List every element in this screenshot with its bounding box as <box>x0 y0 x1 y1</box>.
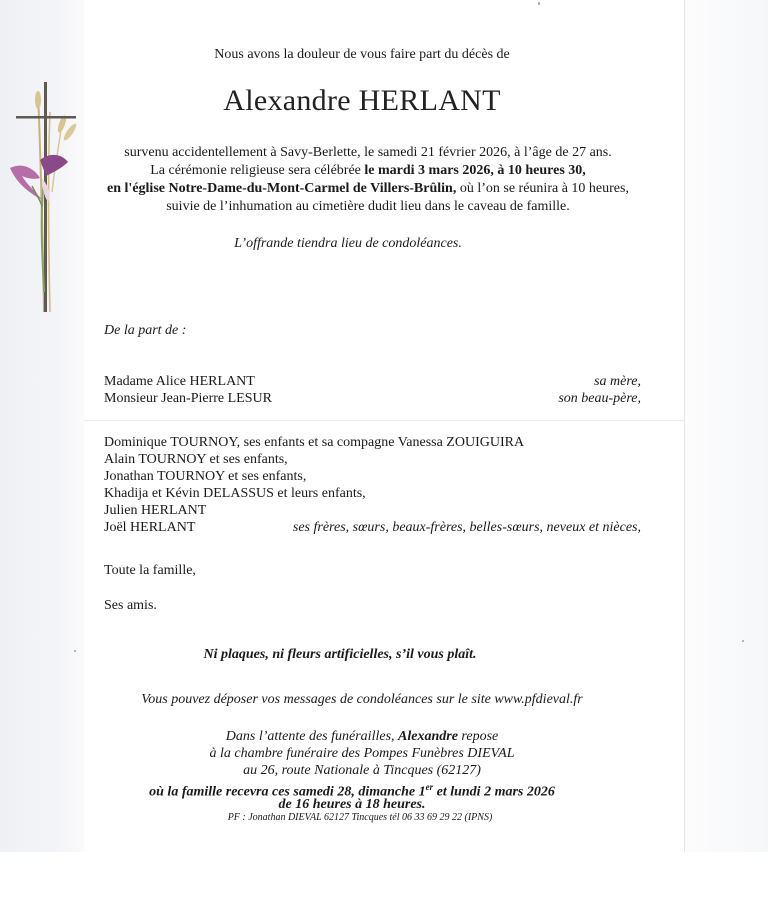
offering-text: L’offrande tiendra lieu de condoléances. <box>234 236 462 251</box>
condolences-note: Vous pouvez déposer vos messages de condoléances sur le site www.pfdieval.fr <box>141 692 583 707</box>
scan-speck <box>538 2 540 5</box>
cross-lily-icon <box>4 82 88 322</box>
sibling-line: Julien HERLANT <box>104 503 207 518</box>
address-line: au 26, route Nationale à Tincques (62127) <box>243 763 481 778</box>
church-rest: où l’on se réunira à 10 heures, <box>456 181 629 196</box>
scan-speck <box>74 650 76 652</box>
church-line <box>107 180 629 197</box>
rest-name: Alexandre <box>398 729 458 744</box>
intro-text: Nous avons la douleur de vous faire part du décès de <box>214 47 510 62</box>
ceremony-date: le mardi 3 mars 2026, à 10 heures 30, <box>364 163 586 178</box>
no-flowers-note: Ni plaques, ni fleurs artificielles, s’il vous plaît. <box>203 647 477 662</box>
friends-line: Ses amis. <box>104 598 157 613</box>
rest-suffix: repose <box>457 729 499 744</box>
burial-line: suivie de l’inhumation au cimetière dudit lieu dans le caveau de famille. <box>166 199 570 214</box>
from-label: De la part de : <box>104 323 187 338</box>
sibling-line: Dominique TOURNOY, ses enfants et sa compagne Vanessa ZOUIGUIRA <box>104 435 525 450</box>
death-line: survenu accidentellement à Savy-Berlette, le samedi 21 février 2026, à l’âge de 27 ans. <box>124 145 612 160</box>
church-name: en l'église Notre-Dame-du-Mont-Carmel de Villers-Brûlin, <box>107 181 457 196</box>
footer-text: PF : Jonathan DIEVAL 62127 Tincques tél 06 33 69 29 22 (IPNS) <box>227 812 493 823</box>
fold-line <box>84 420 684 421</box>
family-line: Toute la famille, <box>104 563 196 578</box>
sibling-line: Alain TOURNOY et ses enfants, <box>104 452 288 467</box>
parent-name: Monsieur Jean-Pierre LESUR <box>104 391 272 406</box>
visiting-sup: er <box>425 782 434 792</box>
visiting-hours: de 16 heures à 18 heures. <box>278 797 426 812</box>
ceremony-line <box>150 162 586 179</box>
funeral-home-line: à la chambre funéraire des Pompes Funèbres DIEVAL <box>209 746 515 761</box>
rest-line <box>226 728 498 745</box>
siblings-relation: ses frères, sœurs, beaux-frères, belles-sœurs, neveux et nièces, <box>292 520 641 535</box>
visiting-prefix: où la famille recevra ces samedi 28, dimanche 1 <box>149 784 426 800</box>
scan-speck <box>742 640 744 642</box>
deceased-name: Alexandre HERLANT <box>223 84 501 117</box>
sibling-line: Khadija et Kévin DELASSUS et leurs enfants, <box>104 486 366 501</box>
right-margin-strip <box>684 0 768 852</box>
ceremony-prefix: La cérémonie religieuse sera célébrée <box>150 163 365 178</box>
parent-name: Madame Alice HERLANT <box>104 374 255 389</box>
visiting-suffix: et lundi 2 mars 2026 <box>433 784 555 800</box>
rest-prefix: Dans l’attente des funérailles, <box>225 729 399 744</box>
parent-relation: son beau-père, <box>558 391 641 406</box>
bottom-edge <box>0 852 768 898</box>
sibling-line: Jonathan TOURNOY et ses enfants, <box>104 469 307 484</box>
sibling-line: Joël HERLANT <box>104 520 196 535</box>
parent-relation: sa mère, <box>594 374 641 389</box>
